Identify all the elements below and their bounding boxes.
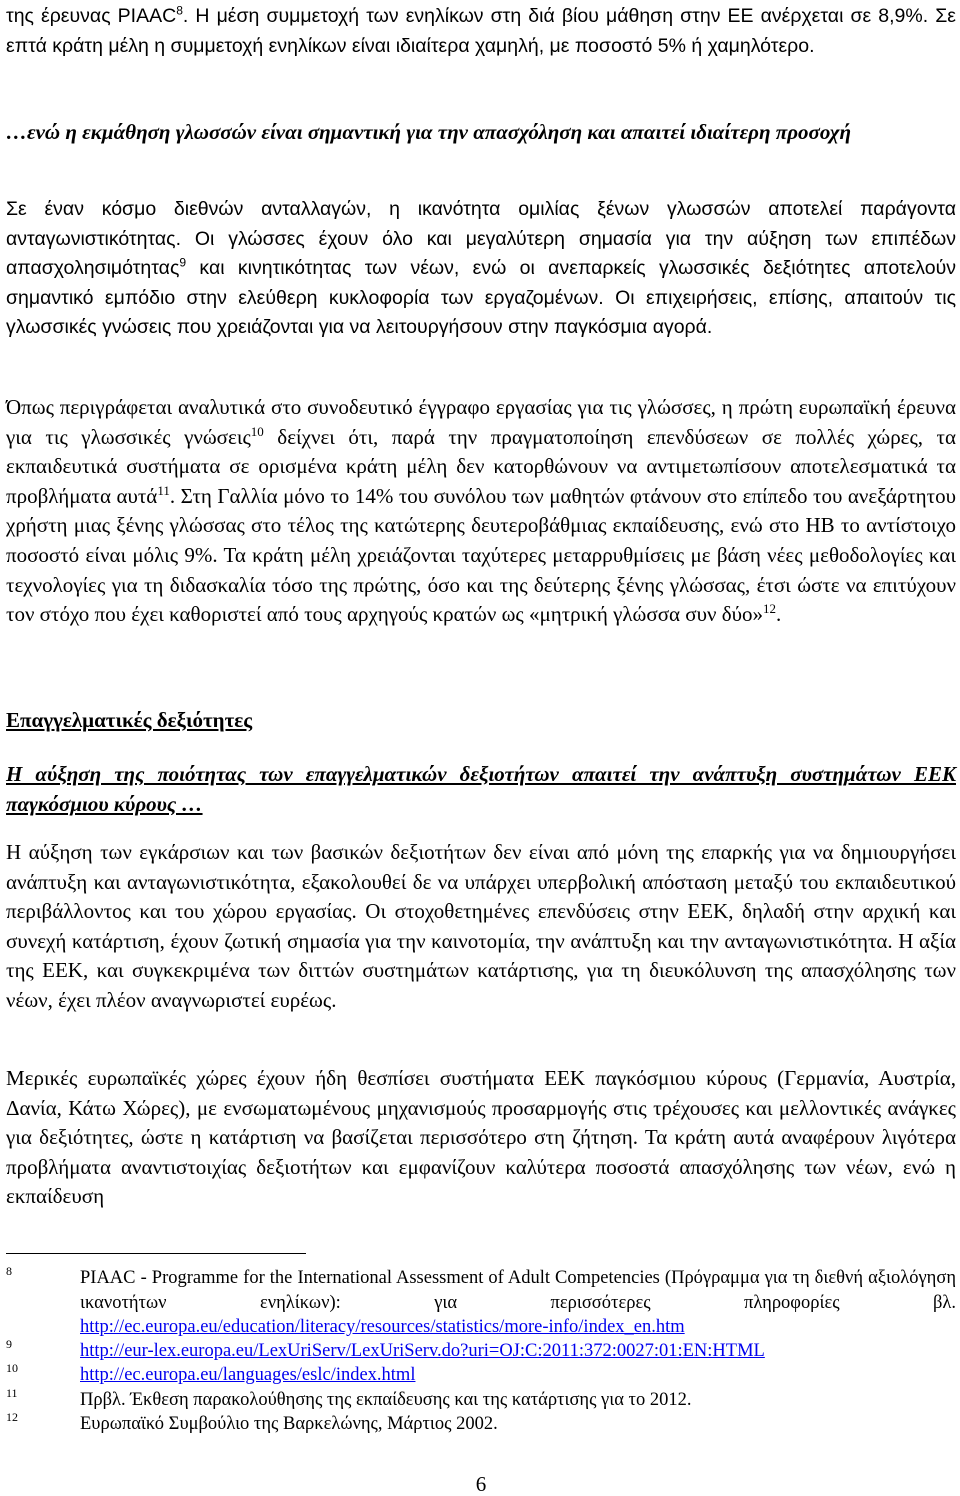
footnote-number: 12 [6, 1410, 18, 1424]
footnote-8 [6, 1266, 956, 1340]
paragraph-text: της έρευνας PIAAC [6, 5, 177, 27]
footnote-number: 9 [6, 1337, 12, 1351]
footnote-link[interactable]: http://ec.europa.eu/languages/eslc/index.html [80, 1365, 416, 1385]
footnote-9 [6, 1339, 956, 1364]
footnote-12 [6, 1412, 956, 1437]
footnote-link[interactable]: http://ec.europa.eu/education/literacy/resources/statistics/more-info/index_en.htm [80, 1317, 685, 1337]
footnote-10 [6, 1363, 956, 1388]
footnote-ref-12[interactable]: 12 [763, 601, 777, 617]
paragraph-text: Όπως περιγράφεται αναλυτικά στο συνοδευτικό έγγραφο εργασίας για τις γλώσσες, η πρώτη ευρωπαϊκή έρευνα για τις γλωσσικές γνώσεις [6, 395, 956, 449]
footnote-text: Ευρωπαϊκό Συμβούλιο της Βαρκελώνης, Μάρτιος 2002. [80, 1414, 498, 1434]
paragraph-text: . Στη Γαλλία μόνο το 14% του συνόλου των μαθητών φτάνουν στο επίπεδο του ανεξάρτητου χρήστη μιας ξένης γλώσσας στο τέλος της κατώτερης δευτεροβάθμιας εκπαίδευσης, ενώ στο ΗΒ το αντίστοιχο ποσοστό είναι μόλις 9%. Τα κράτη μέλη χρειάζονται ταχύτερες μεταρρυθμίσεις με βάση νέες μεθοδολογίες και τεχνολογίες για τη διδασκαλία τόσο της πρώτης, όσο και της δεύτερης ξένης γλώσσας, έτσι ώστε να επιτύχουν τον στόχο που έχει καθοριστεί από τους αρχηγούς κρατών ως «μητρική γλώσσα συν δύο» [6, 483, 956, 627]
paragraph-vet-systems: Μερικές ευρωπαϊκές χώρες έχουν ήδη θεσπίσει συστήματα ΕΕΚ παγκόσμιου κύρους (Γερμανία, Αυστρία, Δανία, Κάτω Χώρες), με ενσωματωμένους μηχανισμούς προσαρμογής στις τρέχουσες και μελλοντικές ανάγκες για δεξιότητες, ώστε η κατάρτιση να βασίζεται περισσότερο στη ζήτηση. Τα κράτη αυτά αναφέρουν λιγότερα προβλήματα αναντιστοιχίας δεξιοτήτων και εμφανίζουν καλύτερα ποσοστά απασχόλησης των νέων, ενώ η εκπαίδευση [6, 1066, 956, 1209]
paragraph-languages [6, 195, 956, 343]
paragraph-piaac [6, 2, 956, 61]
footnote-link[interactable]: http://eur-lex.europa.eu/LexUriServ/LexUriServ.do?uri=OJ:C:2011:372:0027:01:EN:HTML [80, 1341, 765, 1361]
paragraph-text: Σε έναν κόσμο διεθνών ανταλλαγών, η ικανότητα ομιλίας ξένων γλωσσών αποτελεί παράγοντα ανταγωνιστικότητας. Οι γλώσσες έχουν όλο και μεγαλύτερη σημασία για την αύξηση των επιπέδων απασχολησιμότητας [6, 198, 956, 279]
paragraph-transversal-skills: Η αύξηση των εγκάρσιων και των βασικών δεξιοτήτων δεν είναι από μόνη της επαρκής για να δημιουργήσει ανάπτυξη και ανταγωνιστικότητα, εξακολουθεί δε να υπάρχει υπερβολική απόσταση μεταξύ του εκπαιδευτικού περιβάλλοντος και του χώρου εργασίας. Οι στοχοθετημένες επενδύσεις στην ΕΕΚ, δηλαδή στην αρχική και συνεχή κατάρτιση, έχουν ζωτική σημασία για την καινοτομία, την ανάπτυξη και την ανταγωνιστικότητα. Η αξία της ΕΕΚ, και συγκεκριμένα των διττών συστημάτων κατάρτισης, για τη διευκόλυνση της απασχόλησης των νέων, έχει πλέον αναγνωριστεί ευρέως. [6, 840, 956, 1012]
page-number: 6 [475, 1472, 487, 1496]
footnote-text: Πρβλ. Έκθεση παρακολούθησης της εκπαίδευσης και της κατάρτισης για το 2012. [80, 1390, 692, 1410]
paragraph-text: . [776, 602, 782, 627]
paragraph-text: και κινητικότητας των νέων, ενώ οι ανεπαρκείς γλωσσικές δεξιότητες αποτελούν σημαντικό εμπόδιο στην ελεύθερη κυκλοφορία των εργαζομένων. Οι επιχειρήσεις, επίσης, απαιτούν τις γλωσσικές γνώσεις που χρειάζονται για να λειτουργήσουν στην παγκόσμια αγορά. [6, 257, 956, 338]
paragraph-text: δείχνει ότι, παρά την πραγματοποίηση επενδύσεων σε πολλές χώρες, τα εκπαιδευτικά συστήματα σε ορισμένα κράτη μέλη δεν κατορθώνουν να αντιμετωπίσουν αποτελεσματικά τα προβλήματα αυτά [6, 424, 956, 508]
footnote-divider [6, 1253, 306, 1254]
footnote-number: 8 [6, 1264, 12, 1278]
footnote-ref-8[interactable]: 8 [176, 3, 183, 18]
footnote-number: 11 [6, 1386, 18, 1400]
footnote-ref-11[interactable]: 11 [157, 482, 170, 498]
footnote-ref-10[interactable]: 10 [250, 423, 264, 439]
footnote-text: PIAAC - Programme for the International Assessment of Adult Competencies (Πρόγραμμα για τη διεθνή αξιολόγηση ικανοτήτων ενηλίκων): για περισσότερες πληροφορίες βλ. [80, 1268, 956, 1313]
section-subheading-languages: …ενώ η εκμάθηση γλωσσών είναι σημαντική για την απασχόληση και απαιτεί ιδιαίτερη προσοχή [6, 120, 852, 144]
footnote-11 [6, 1388, 956, 1413]
paragraph-language-survey [6, 393, 956, 630]
paragraph-text: . Η μέση συμμετοχή των ενηλίκων στη διά βίου μάθηση στην ΕΕ ανέρχεται σε 8,9%. Σε επτά κράτη μέλη η συμμετοχή ενηλίκων είναι ιδιαίτερα χαμηλή, με ποσοστό 5% ή χαμηλότερο. [6, 5, 956, 57]
section-subheading-vet: Η αύξηση της ποιότητας των επαγγελματικών δεξιοτήτων απαιτεί την ανάπτυξη συστημάτων ΕΕΚ παγκόσμιου κύρους … [6, 762, 956, 816]
section-heading-vocational-skills: Επαγγελματικές δεξιότητες [6, 708, 253, 732]
footnote-ref-9[interactable]: 9 [179, 255, 187, 270]
footnote-number: 10 [6, 1361, 18, 1375]
